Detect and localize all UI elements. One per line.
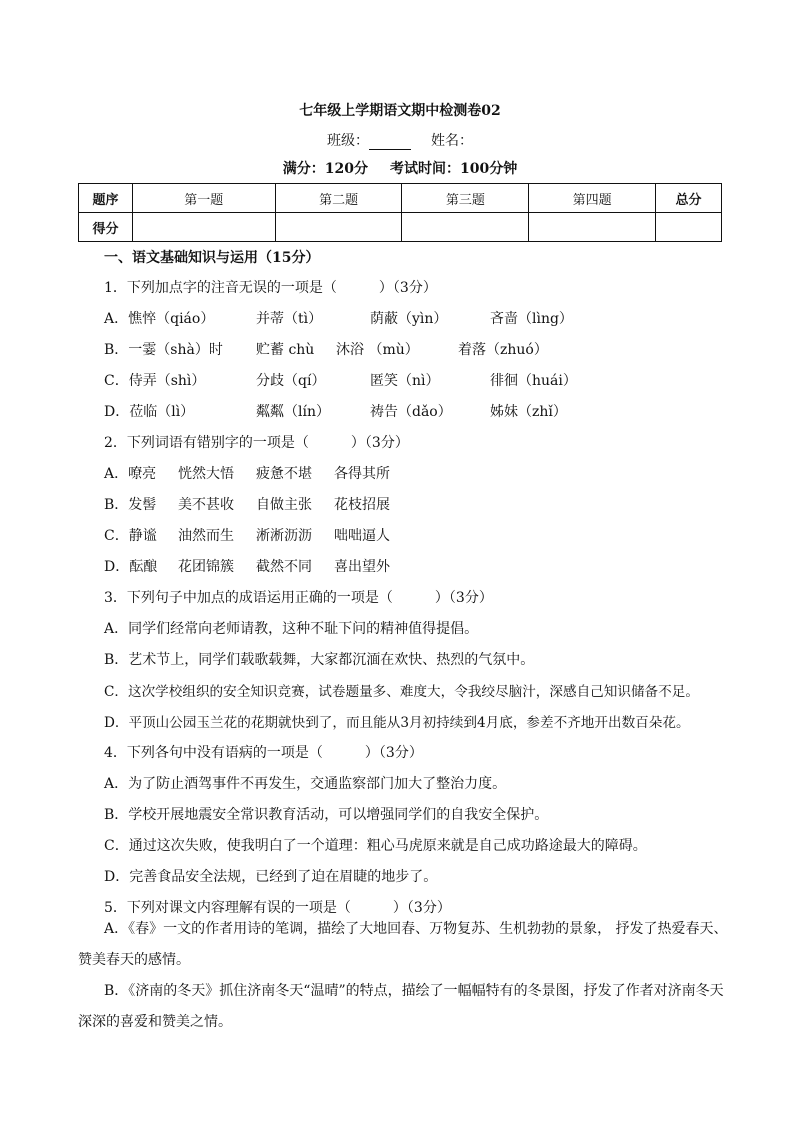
question-stem: 4．下列各句中没有语病的一项是（ ）（3分）: [104, 745, 423, 761]
option-line: B．学校开展地震安全常识教育活动，可以增强同学们的自我安全保护。: [104, 807, 549, 823]
table-row: [79, 184, 722, 213]
option-item: 粼粼（lín）: [256, 404, 330, 420]
option-row: [104, 525, 390, 545]
score-time-line: [0, 158, 800, 178]
name-label: 姓名：: [431, 133, 473, 149]
score-input-cell[interactable]: [132, 213, 275, 242]
option-item: 花枝招展: [334, 497, 390, 513]
question-stem: 2．下列词语有错别字的一项是（ ）（3分）: [104, 435, 409, 451]
option-item: D．酝酿: [104, 559, 158, 575]
table-cell: 第四题: [529, 184, 656, 213]
option-item: A．憔悴（qiáo）: [104, 311, 215, 327]
score-table: [78, 183, 722, 242]
option-item: 喜出望外: [334, 559, 390, 575]
option-item: 恍然大悟: [178, 466, 234, 482]
option-item: 沐浴 （mù）: [336, 342, 419, 358]
table-cell: 题序: [79, 184, 133, 213]
table-row: [79, 213, 722, 242]
option-item: 疲惫不堪: [256, 466, 312, 482]
option-line: A．为了防止酒驾事件不再发生，交通监察部门加大了整治力度。: [104, 776, 507, 792]
option-row: [104, 401, 567, 421]
option-line: C．这次学校组织的安全知识竞赛，试卷题量多、难度大，令我绞尽脑汁，深感自己知识储备不足。: [104, 684, 699, 700]
option-item: 油然而生: [178, 528, 234, 544]
table-cell: 第一题: [132, 184, 275, 213]
option-item: 截然不同: [256, 559, 312, 575]
table-cell: 第三题: [402, 184, 529, 213]
option-row: [104, 308, 573, 328]
option-item: 各得其所: [334, 466, 390, 482]
option-row: [104, 463, 390, 483]
full-score: 满分：120分: [282, 161, 368, 177]
class-blank[interactable]: [369, 135, 411, 150]
option-item: 匿笑（nì）: [370, 373, 440, 389]
option-row: [104, 339, 548, 359]
class-label: 班级：: [327, 133, 369, 149]
exam-title: 七年级上学期语文期中检测卷02: [299, 103, 501, 119]
option-item: B．发髻: [104, 497, 157, 513]
option-item: 淅淅沥沥: [256, 528, 312, 544]
score-input-cell[interactable]: [656, 213, 722, 242]
option-item: C．侍弄（shì）: [104, 373, 206, 389]
option-item: 着落（zhuó）: [458, 342, 548, 358]
option-item: A．嘹亮: [104, 466, 157, 482]
question-stem: 1．下列加点字的注音无误的一项是（ ）（3分）: [104, 280, 437, 296]
question-stem: 3．下列句子中加点的成语运用正确的一项是（ ）（3分）: [104, 590, 493, 606]
exam-time: 考试时间：100分钟: [390, 161, 518, 177]
option-item: 姊妹（zhǐ）: [490, 404, 567, 420]
option-item: 荫蔽（yìn）: [370, 311, 448, 327]
option-item: B．一霎（shà）时: [104, 342, 223, 358]
table-cell: 第二题: [275, 184, 402, 213]
option-item: 祷告（dǎo）: [370, 404, 452, 420]
option-row: [104, 556, 390, 576]
question-stem: 5．下列对课文内容理解有误的一项是（ ）（3分）: [104, 900, 451, 916]
option-item: 贮蓄 chù: [256, 342, 315, 358]
option-paragraph: A．《春》一文的作者用诗的笔调，描绘了大地回春、万物复苏、生机勃勃的景象， 抒发了热爱春天、赞美春天的感情。: [78, 921, 728, 968]
option-line: D．完善食品安全法规，已经到了迫在眉睫的地步了。: [104, 869, 438, 885]
table-cell: 得分: [79, 213, 133, 242]
option-line: C．通过这次失败，使我明白了一个道理：粗心马虎原来就是自己成功路途最大的障碍。: [104, 838, 647, 854]
option-paragraph: B．《济南的冬天》抓住济南冬天“温晴”的特点，描绘了一幅幅特有的冬景图，抒发了作者对济南冬天深深的喜爱和赞美之情。: [78, 983, 724, 1030]
class-name-line: [0, 130, 800, 150]
option-item: C．静谧: [104, 528, 157, 544]
option-item: 咄咄逼人: [334, 528, 390, 544]
option-item: 花团锦簇: [178, 559, 234, 575]
option-line: A．同学们经常向老师请教，这种不耻下问的精神值得提倡。: [104, 621, 479, 637]
table-cell: 总分: [656, 184, 722, 213]
option-item: 并蒂（tì）: [256, 311, 323, 327]
option-row: [104, 370, 577, 390]
option-item: 自做主张: [256, 497, 312, 513]
option-item: 徘徊（huái）: [490, 373, 577, 389]
option-line: B．艺术节上，同学们载歌载舞，大家都沉湎在欢快、热烈的气氛中。: [104, 652, 535, 668]
option-line: D．平顶山公园玉兰花的花期就快到了，而且能从3月初持续到4月底，参差不齐地开出数百朵花。: [104, 715, 690, 731]
option-item: 分歧（qí）: [256, 373, 326, 389]
option-row: [104, 494, 390, 514]
option-item: 美不甚收: [178, 497, 234, 513]
option-item: 吝啬（lìng）: [490, 311, 573, 327]
score-input-cell[interactable]: [402, 213, 529, 242]
section-heading: 一、语文基础知识与运用（15分）: [104, 250, 320, 266]
option-item: D．莅临（lì）: [104, 404, 195, 420]
score-input-cell[interactable]: [275, 213, 402, 242]
score-input-cell[interactable]: [529, 213, 656, 242]
